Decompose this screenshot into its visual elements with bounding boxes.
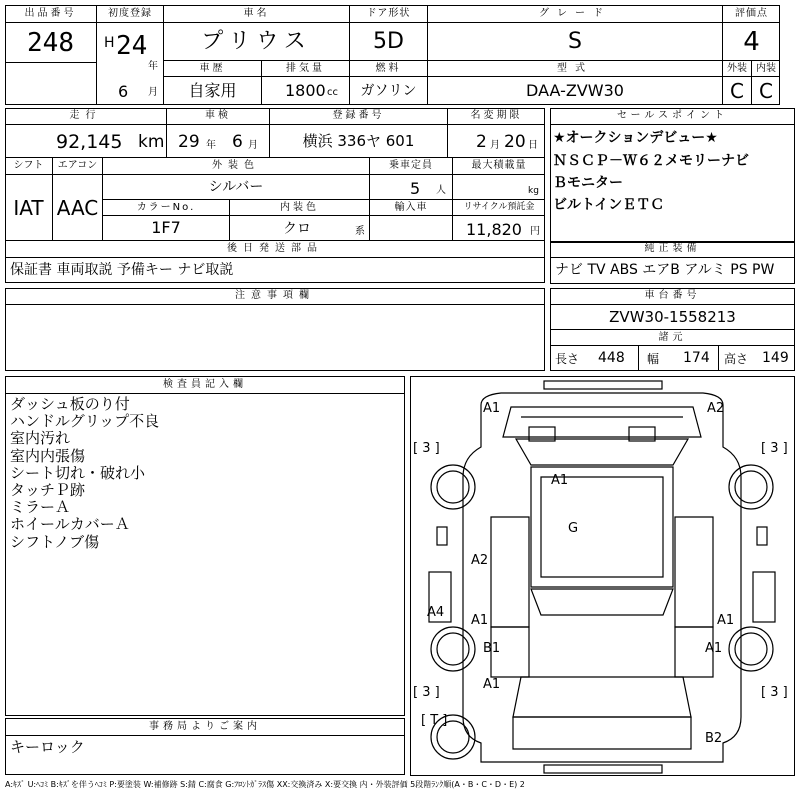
list-item: シフトノブ傷 — [10, 532, 100, 551]
deadline-day-unit: 日 — [528, 140, 538, 151]
mileage-label: 走行 — [5, 108, 167, 125]
sales-label: セールスポイント — [550, 108, 795, 125]
int-value: C — [759, 79, 773, 103]
insp-month-unit: 月 — [248, 140, 258, 151]
mark-left-door: A2 — [471, 553, 489, 568]
mileage-unit: km — [138, 132, 165, 152]
door-label: ドア形状 — [350, 5, 428, 23]
capacity-unit: 人 — [436, 185, 446, 196]
equipment-label: 純正装備 — [550, 241, 795, 258]
color-value: シルバー — [103, 175, 370, 200]
list-item: 室内内張傷 — [10, 446, 86, 465]
width-value: 174 — [683, 350, 710, 366]
deadline-day: 20 — [504, 132, 526, 152]
colorno-value: 1F7 — [103, 216, 230, 241]
grade-value: S — [428, 23, 723, 61]
colorno-label: カラーNo. — [103, 200, 230, 216]
model-value: DAA-ZVW30 — [428, 77, 723, 105]
sales-line: ＮＳＣＰ－Ｗ６２メモリーナビ — [553, 153, 749, 169]
car-outline — [411, 377, 794, 775]
mark-hood: A1 — [551, 473, 569, 488]
spec-label: 諸元 — [550, 330, 795, 346]
length-value: 448 — [598, 350, 625, 366]
list-item: 室内汚れ — [10, 429, 71, 448]
inspector-label: 検査員記入欄 — [5, 376, 405, 394]
import-label: 輸入車 — [370, 200, 453, 216]
list-item: タッチＰ跡 — [10, 481, 86, 500]
deadline-month-unit: 月 — [490, 140, 500, 151]
intcolor-value: クロ — [283, 221, 311, 237]
ext-value: C — [723, 77, 752, 105]
mark-left-panel: A4 — [427, 605, 445, 620]
legend-text: A:ｷｽﾞ U:ﾍｺﾐ B:ｷｽﾞを伴うﾍｺﾐ P:要塗装 W:補修跡 S:錆 C:腐食 G:ﾌﾛﾝﾄｶﾞﾗｽ傷 XX:交換済み X:要交換 内・外装評価 5段階ﾗﾝｸ順(A・B・C・D・E) 2 — [5, 780, 525, 789]
list-item: ハンドルグリップ不良 — [10, 412, 160, 431]
load-label: 最大積載量 — [453, 158, 545, 175]
score-value: 4 — [723, 23, 780, 61]
history-value: 自家用 — [164, 77, 262, 105]
mark-front-left: A1 — [483, 401, 501, 416]
deadline-month: 2 — [476, 132, 487, 152]
capacity-value: 5 — [410, 179, 421, 198]
chassis-label: 車台番号 — [550, 288, 795, 305]
mark-rear-bumper: B2 — [705, 731, 723, 746]
office-value: キーロック — [10, 738, 85, 756]
history-label: 車歴 — [164, 61, 262, 77]
name-value: プリウス — [164, 23, 350, 61]
year-unit: 年 — [148, 61, 158, 72]
inspection-label: 車検 — [167, 108, 270, 125]
car-diagram — [410, 376, 795, 776]
displacement-unit: cc — [327, 87, 338, 98]
intcolor-unit: 系 — [355, 226, 365, 237]
mark-right-quarter: A1 — [705, 641, 723, 656]
lot-value: 248 — [5, 23, 97, 63]
sales-line: ビルトインＥＴＣ — [553, 197, 665, 213]
delivery-label: 後日発送部品 — [5, 241, 545, 258]
insp-year-unit: 年 — [206, 140, 216, 151]
height-label: 高さ — [724, 352, 749, 366]
mark-tail: [ T ] — [421, 713, 448, 728]
mark-right-rear-door: A1 — [717, 613, 735, 628]
score-label: 評価点 — [723, 5, 780, 23]
fuel-label: 燃料 — [350, 61, 428, 77]
sales-line: ★オークションデビュー★ — [553, 130, 718, 146]
import-value — [370, 216, 453, 241]
plate-label: 登録番号 — [270, 108, 448, 125]
mark-left-quarter: B1 — [483, 641, 501, 656]
mark-fender-left: [ 3 ] — [413, 441, 440, 456]
model-label: 型式 — [428, 61, 723, 77]
insp-year: 29 — [178, 132, 200, 152]
list-item: ホイールカバーＡ — [10, 515, 130, 534]
year-value: 24 — [116, 31, 148, 61]
list-item: ダッシュ板のり付 — [10, 395, 130, 413]
capacity-label: 乗車定員 — [370, 158, 453, 175]
shift-label: シフト — [5, 158, 53, 175]
notes-label: 注意事項欄 — [5, 288, 545, 305]
ac-value: AAC — [53, 175, 103, 241]
era-label: H — [104, 35, 115, 51]
inspector-list — [10, 396, 159, 551]
width-label: 幅 — [647, 352, 660, 366]
ext-label: 外装 — [723, 61, 752, 77]
first-reg-label: 初度登録 — [97, 5, 164, 23]
lot-label: 出品番号 — [5, 5, 97, 23]
recycle-unit: 円 — [530, 226, 540, 237]
mark-left-rear-door: A1 — [471, 613, 489, 628]
lot-blank — [5, 63, 97, 105]
door-value: 5D — [350, 23, 428, 61]
color-label: 外装色 — [103, 158, 370, 175]
list-item: ミラーＡ — [10, 498, 71, 517]
ac-label: エアコン — [53, 158, 103, 175]
height-value: 149 — [762, 350, 789, 366]
name-label: 車名 — [164, 5, 350, 23]
grade-label: グレード — [428, 5, 723, 23]
mark-front-right: A2 — [707, 401, 725, 416]
mark-rear-fender-right: [ 3 ] — [761, 685, 788, 700]
equipment-value: ナビ TV ABS エアB アルミ PS PW — [555, 262, 775, 278]
mark-rear-fender-left: [ 3 ] — [413, 685, 440, 700]
recycle-label: リサイクル預託金 — [453, 200, 545, 216]
sales-line: Ｂモニター — [553, 175, 623, 191]
intcolor-label: 内装色 — [230, 200, 370, 216]
delivery-value: 保証書 車両取説 予備キー ナビ取説 — [10, 262, 234, 278]
deadline-label: 名変期限 — [448, 108, 545, 125]
plate-value: 横浜 336ヤ 601 — [270, 125, 448, 158]
shift-value: IAT — [5, 175, 53, 241]
length-label: 長さ — [555, 352, 580, 366]
load-unit: kg — [528, 186, 539, 196]
int-label: 内装 — [752, 61, 780, 77]
mark-fender-right: [ 3 ] — [761, 441, 788, 456]
displacement-value: 1800 — [285, 81, 326, 100]
displacement-label: 排気量 — [262, 61, 350, 77]
fuel-value: ガソリン — [350, 77, 428, 105]
insp-month: 6 — [232, 132, 243, 152]
mark-rear-left: A1 — [483, 677, 501, 692]
recycle-value: 11,820 — [466, 220, 522, 239]
mileage-value: 92,145 — [56, 131, 123, 153]
office-label: 事務局よりご案内 — [5, 718, 405, 736]
mark-glass: G — [568, 521, 579, 536]
month-value: 6 — [118, 82, 129, 101]
list-item: シート切れ・破れ小 — [10, 463, 146, 482]
chassis-value: ZVW30-1558213 — [550, 305, 795, 330]
month-unit: 月 — [148, 87, 158, 98]
